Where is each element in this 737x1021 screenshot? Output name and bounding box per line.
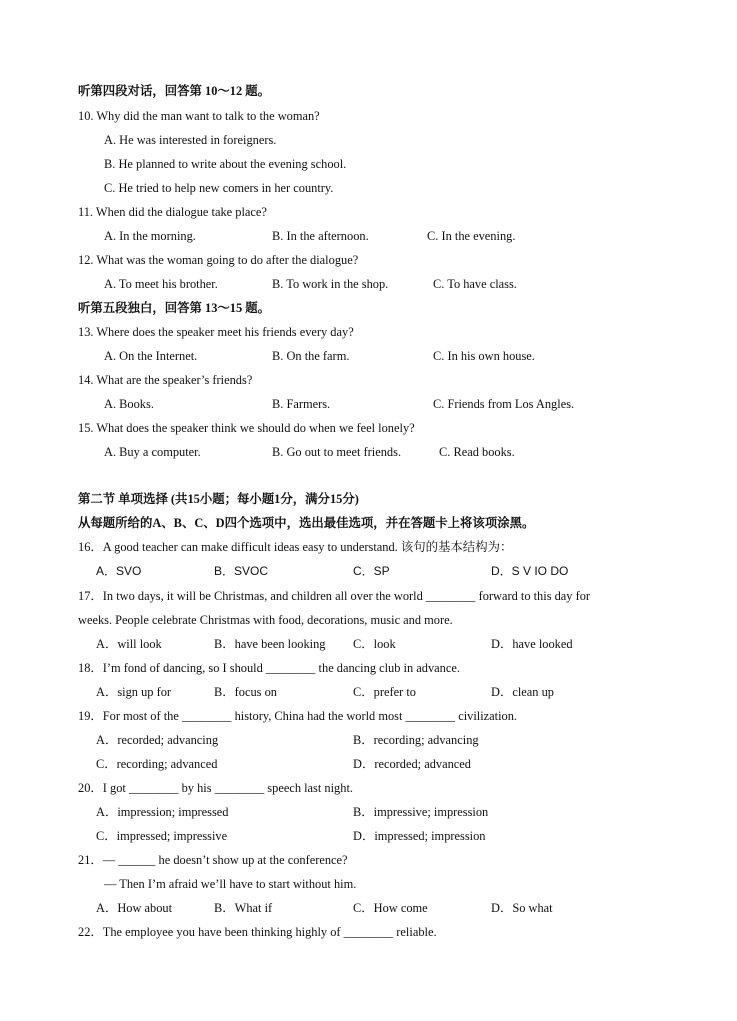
option-a: A．impression; impressed [96,805,229,819]
option-a: A．recorded; advancing [96,733,219,747]
option-a: A．How about [96,901,173,915]
option-a: A. Buy a computer. [104,445,201,459]
section2-title: 第二节 单项选择 (共15小题；每小题1分，满分15分) [78,492,359,506]
question-stem: 11. When did the dialogue take place? [78,205,267,219]
option-b: B．focus on [214,685,277,699]
option-b: B．impressive; impression [353,805,489,819]
question-stem: 18．I’m fond of dancing, so I should ________ the dancing club in advance. [78,661,460,675]
option-c: C．SP [353,564,390,578]
option-a: A. In the morning. [104,229,196,243]
option-c: C. He tried to help new comers in her country. [104,181,334,195]
option-c: C．look [353,637,396,651]
option-d: D．have looked [491,637,573,651]
option-d: D．clean up [491,685,554,699]
listening-part5-heading: 听第五段独白，回答第 13～15 题。 [78,301,271,315]
question-stem: 21．— ______ he doesn’t show up at the conference? [78,853,348,867]
option-a: A. He was interested in foreigners. [104,133,277,147]
option-b: B. Go out to meet friends. [272,445,402,459]
question-stem-continued: weeks. People celebrate Christmas with food, decorations, music and more. [78,613,453,627]
option-b: B. He planned to write about the evening school. [104,157,347,171]
option-c: C．How come [353,901,428,915]
option-b: B．have been looking [214,637,326,651]
option-b: B．What if [214,901,273,915]
question-stem: 12. What was the woman going to do after the dialogue? [78,253,359,267]
option-b: B. Farmers. [272,397,331,411]
question-stem: 19．For most of the ________ history, China had the world most ________ civilization. [78,709,518,723]
question-stem: 15. What does the speaker think we should do when we feel lonely? [78,421,415,435]
option-c: C. To have class. [433,277,517,291]
option-a: A. Books. [104,397,154,411]
question-stem: 22．The employee you have been thinking highly of ________ reliable. [78,925,437,939]
option-c: C. In his own house. [433,349,535,363]
option-c: C. Read books. [439,445,515,459]
option-d: D．recorded; advanced [353,757,471,771]
option-b: B. To work in the shop. [272,277,389,291]
option-c: C．impressed; impressive [96,829,228,843]
question-stem: 20．I got ________ by his ________ speech last night. [78,781,353,795]
option-d: D．impressed; impression [353,829,486,843]
question-stem-continued: — Then I’m afraid we’ll have to start without him. [104,877,357,891]
option-a: A. On the Internet. [104,349,198,363]
question-stem: 14. What are the speaker’s friends? [78,373,253,387]
section2-instruction: 从每题所给的A、B、C、D四个选项中，选出最佳选项，并在答题卡上将该项涂黑。 [78,516,535,530]
option-b: B. On the farm. [272,349,350,363]
option-c: C. In the evening. [427,229,516,243]
question-stem: 17．In two days, it will be Christmas, and children all over the world ________ forward to this day for [78,589,591,603]
question-stem: 16．A good teacher can make difficult ideas easy to understand. 该句的基本结构为： [78,540,513,554]
option-a: A. To meet his brother. [104,277,218,291]
option-b: B. In the afternoon. [272,229,369,243]
option-a: A．will look [96,637,162,651]
option-a: A．sign up for [96,685,172,699]
option-a: A．SVO [96,564,142,578]
option-b: B．recording; advancing [353,733,479,747]
option-c: C．recording; advanced [96,757,218,771]
option-d: D．So what [491,901,553,915]
option-c: C. Friends from Los Angles. [433,397,575,411]
option-c: C．prefer to [353,685,416,699]
listening-part4-heading: 听第四段对话，回答第 10～12 题。 [78,84,271,98]
option-d: D．S V IO DO [491,564,569,578]
question-stem: 13. Where does the speaker meet his friends every day? [78,325,354,339]
question-stem: 10. Why did the man want to talk to the woman? [78,109,320,123]
option-b: B．SVOC [214,564,269,578]
